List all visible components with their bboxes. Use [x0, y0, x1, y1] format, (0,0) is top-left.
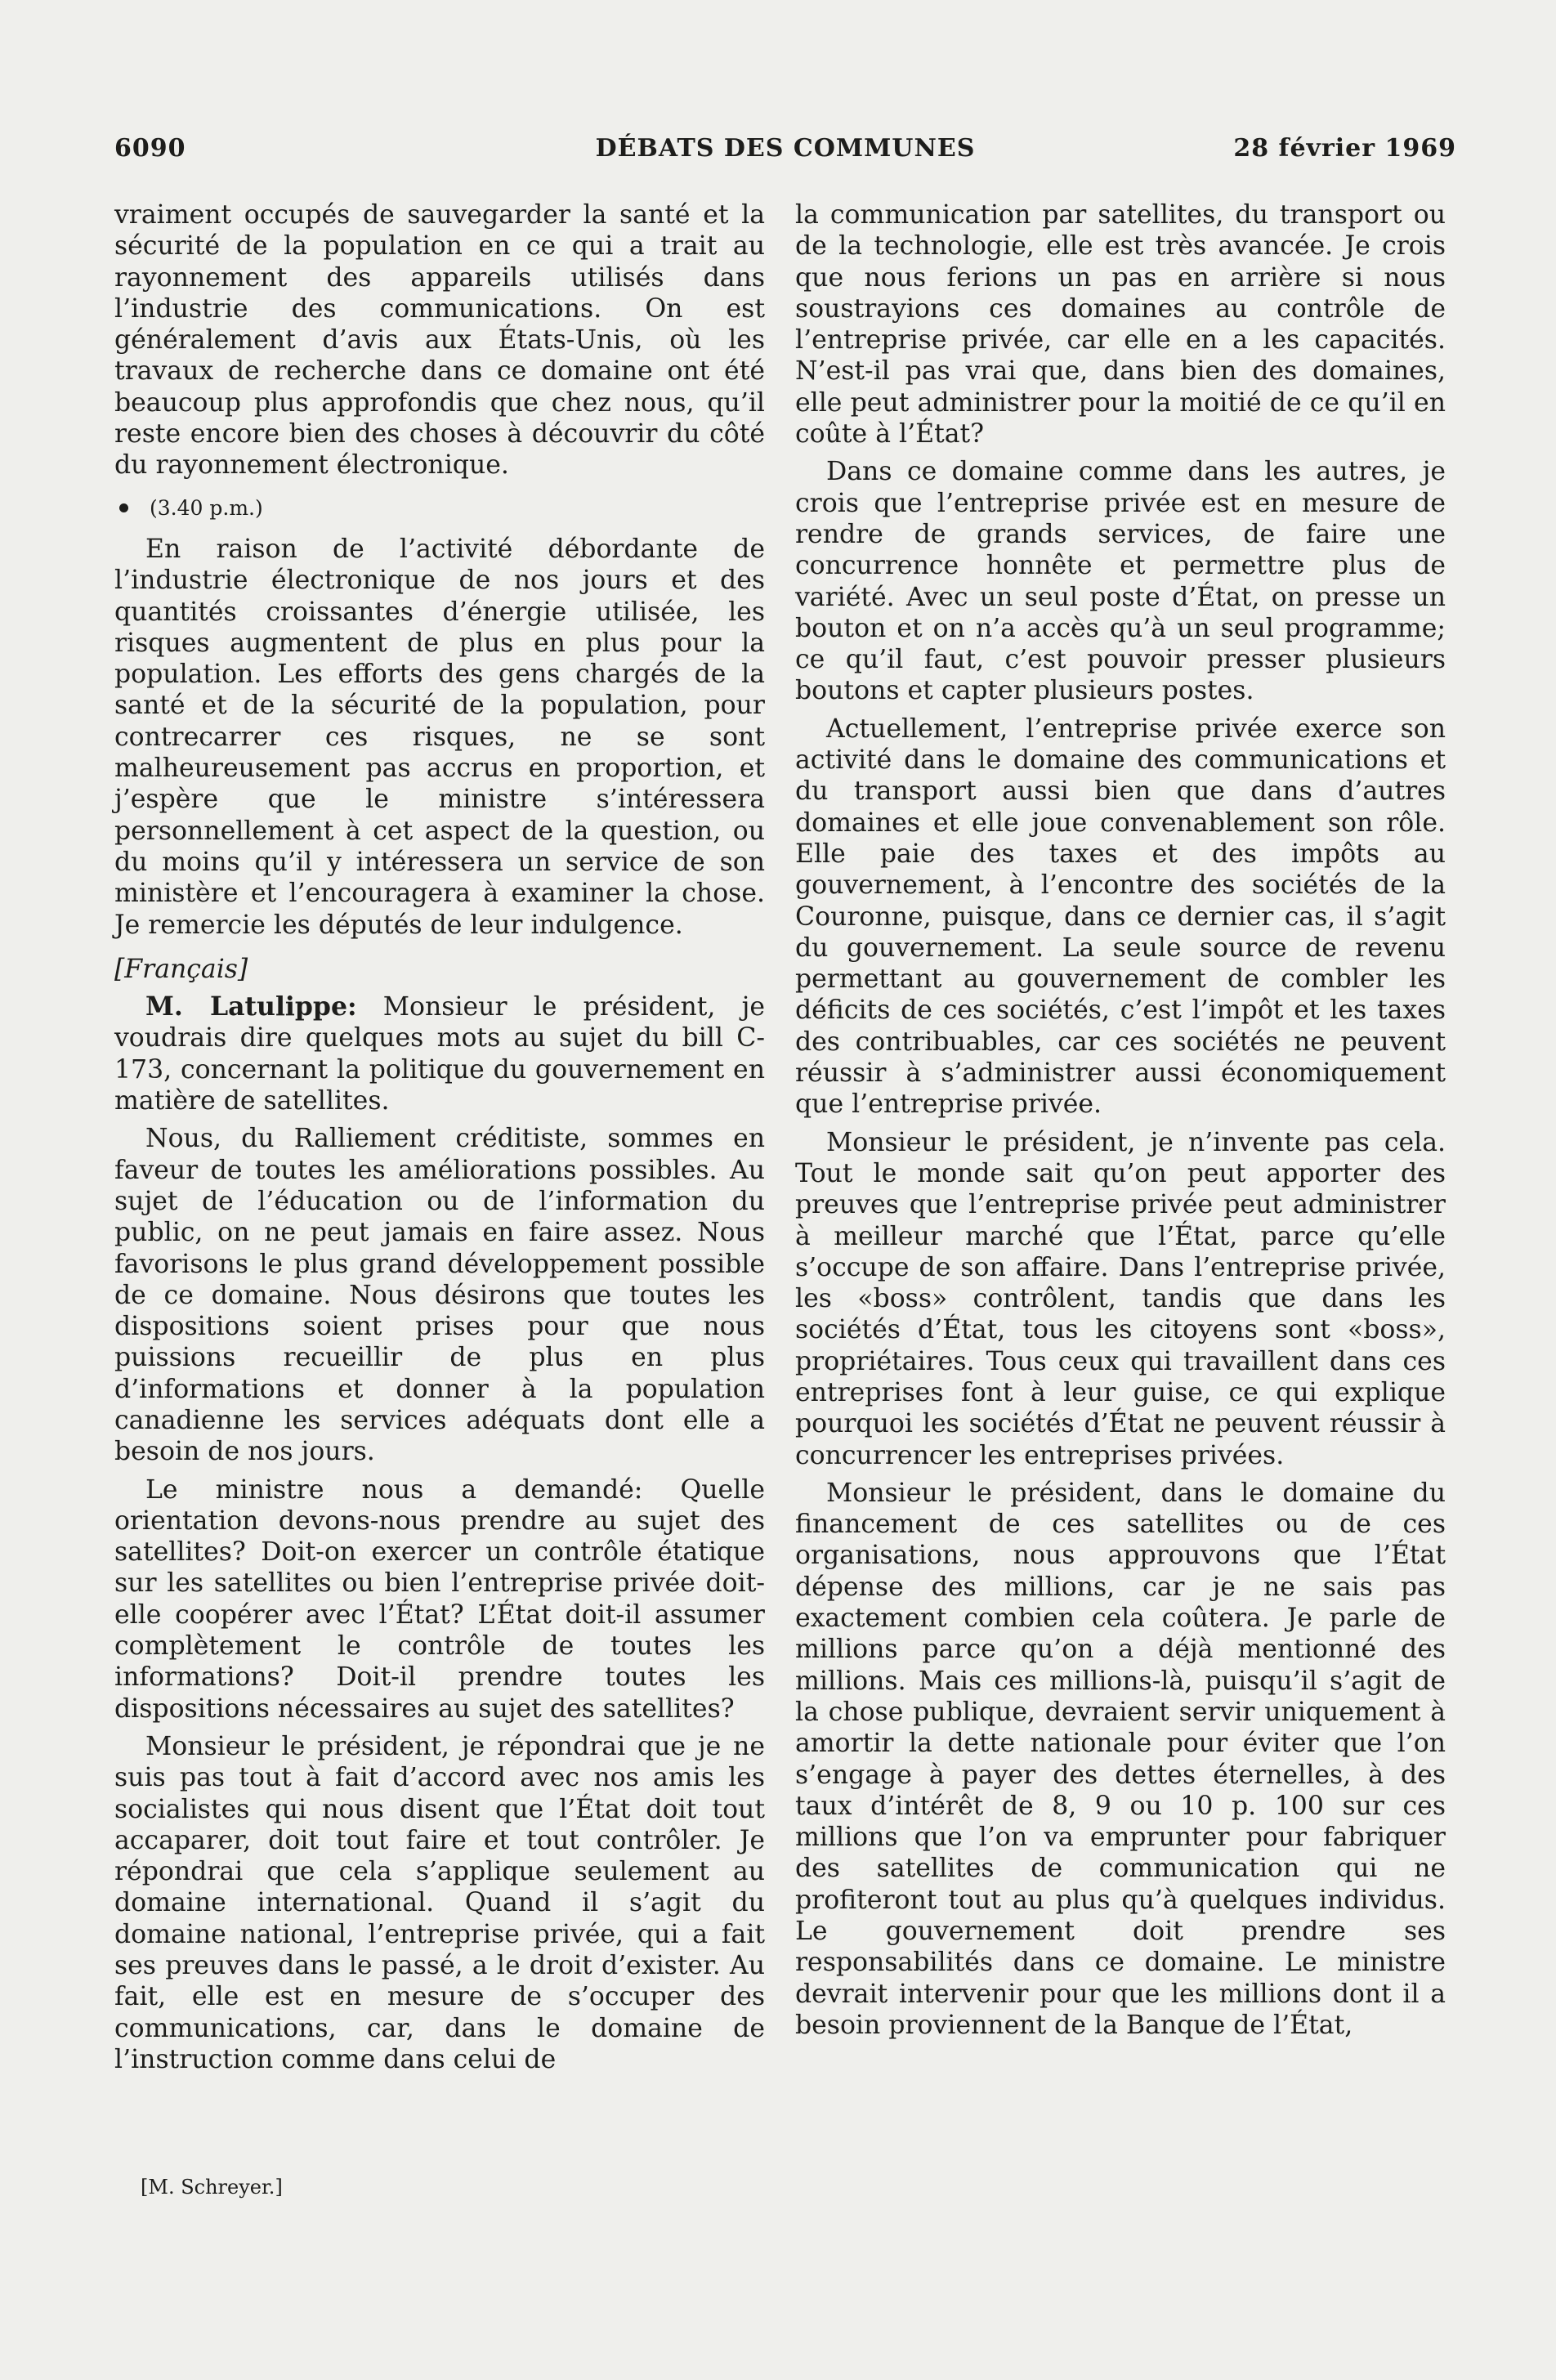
paragraph: Monsieur le président, dans le domaine du financement de ces satellites ou de ces organisations, nous approuvons que l’État dépense des millions, car je ne sais pas exactement combien cela coûtera. Je parle de millions parce qu’on a déjà mentionné des millions. Mais ces millions-là, puisqu’il s’agit de la chose publique, devraient servir uniquement à amortir la dette nationale pour éviter que l’on s’engage à payer des dettes éternelles, à des taux d’intérêt de 8, 9 ou 10 p. 100 sur ces millions que l’on va emprunter pour fabriquer des satellites de communication qui ne profiteront tout au plus qu’à quelques individus. Le gouvernement doit prendre ses responsabilités dans ce domaine. Le ministre devrait intervenir pour que les millions dont il a besoin proviennent de la Banque de l’État,	[795, 1478, 1446, 2040]
paragraph: En raison de l’activité débordante de l’industrie électronique de nos jours et des quantités croissantes d’énergie utilisée, les risques augmentent de plus en plus pour la population. Les efforts des gens chargés de la santé et de la sécurité de la population, pour contrecarrer ces risques, ne se sont malheureusement pas accrus en proportion, et j’espère que le ministre s’intéressera personnellement à cet aspect de la question, ou du moins qu’il y intéressera un service de son ministère et l’encouragera à examiner la chose. Je remercie les députés de leur indulgence.	[114, 534, 765, 940]
publication-title: DÉBATS DES COMMUNES	[595, 134, 976, 163]
paragraph: Dans ce domaine comme dans les autres, je crois que l’entreprise privée est en mesure de rendre de grands services, de faire une concurrence honnête et permettre plus de variété. Avec un seul poste d’État, on presse un bouton et on n’a accès qu’à un seul programme; ce qu’il faut, c’est pouvoir presser plusieurs boutons et capter plusieurs postes.	[795, 457, 1446, 706]
time-marker-text: (3.40 p.m.)	[150, 495, 263, 520]
page-number: 6090	[114, 134, 186, 163]
time-marker	[114, 493, 765, 524]
paragraph: Nous, du Ralliement créditiste, sommes en faveur de toutes les améliorations possibles. Au sujet de l’éducation ou de l’information du public, on ne peut jamais en faire assez. Nous favorisons le plus grand développement possible de ce domaine. Nous désirons que toutes les dispositions soient prises pour que nous puissions recueillir de plus en plus d’informations et donner à la population canadienne les services adéquats dont elle a besoin de nos jours.	[114, 1124, 765, 1467]
publication-date: 28 février 1969	[1233, 134, 1456, 163]
right-column	[795, 199, 1446, 2047]
language-tag: [Français]	[114, 954, 248, 984]
paragraph: Monsieur le président, je n’invente pas cela. Tout le monde sait qu’on peut apporter des preuves que l’entreprise privée peut administrer à meilleur marché que l’État, parce qu’elle s’occupe de son affaire. Dans l’entreprise privée, les «boss» contrôlent, tandis que dans les sociétés d’État, tous les citoyens sont «boss», propriétaires. Tous ceux qui travaillent dans ces entreprises font à leur guise, ce qui explique pourquoi les sociétés d’État ne peuvent réussir à concurrencer les entreprises privées.	[795, 1127, 1446, 1470]
speech-paragraph	[114, 991, 765, 1116]
paragraph: Actuellement, l’entreprise privée exerce son activité dans le domaine des communications et du transport aussi bien que dans d’autres domaines et elle joue convenablement son rôle. Elle paie des taxes et des impôts au gouvernement, à l’encontre des sociétés de la Couronne, puisque, dans ce dernier cas, il s’agit du gouvernement. La seule source de revenu permettant au gouvernement de combler les déficits de ces sociétés, c’est l’impôt et les taxes des contribuables, car ces sociétés ne peuvent réussir à s’administrer aussi économiquement que l’entreprise privée.	[795, 714, 1446, 1120]
left-column	[114, 199, 765, 2082]
paragraph: la communication par satellites, du transport ou de la technologie, elle est très avancée. Je crois que nous ferions un pas en arrière si nous soustrayions ces domaines au contrôle de l’entreprise privée, car elle en a les capacités. N’est-il pas vrai que, dans bien des domaines, elle peut administrer pour la moitié de ce qu’il en coûte à l’État?	[795, 200, 1446, 450]
footer-attribution: [M. Schreyer.]	[141, 2176, 283, 2199]
paragraph: vraiment occupés de sauvegarder la santé et la sécurité de la population en ce qui a trait au rayonnement des appareils utilisés dans l’industrie des communications. On est généralement d’avis aux États-Unis, où les travaux de recherche dans ce domaine ont été beaucoup plus approfondis que chez nous, qu’il reste encore bien des choses à découvrir du côté du rayonnement électronique.	[114, 200, 765, 481]
page-header	[114, 134, 1456, 170]
speaker-name: M. Latulippe:	[145, 991, 357, 1022]
paragraph: Le ministre nous a demandé: Quelle orientation devons-nous prendre au sujet des satellites? Doit-on exercer un contrôle étatique sur les satellites ou bien l’entreprise privée doit-elle coopérer avec l’État? L’État doit-il assumer complètement le contrôle de toutes les informations? Doit-il prendre toutes les dispositions nécessaires au sujet des satellites?	[114, 1474, 765, 1724]
paragraph: Monsieur le président, je répondrai que je ne suis pas tout à fait d’accord avec nos amis les socialistes qui nous disent que l’État doit tout accaparer, doit tout faire et tout contrôler. Je répondrai que cela s’applique seulement au domaine international. Quand il s’agit du domaine national, l’entreprise privée, qui a fait ses preuves dans le passé, a le droit d’exister. Au fait, elle est en mesure de s’occuper des communications, car, dans le domaine de l’instruction comme dans celui de	[114, 1731, 765, 2074]
bullet-icon	[119, 503, 128, 512]
speech-text: Monsieur le président, je voudrais dire quelques mots au sujet du bill C-173, concernant la politique du gouvernement en matière de satellites.	[114, 992, 766, 1116]
